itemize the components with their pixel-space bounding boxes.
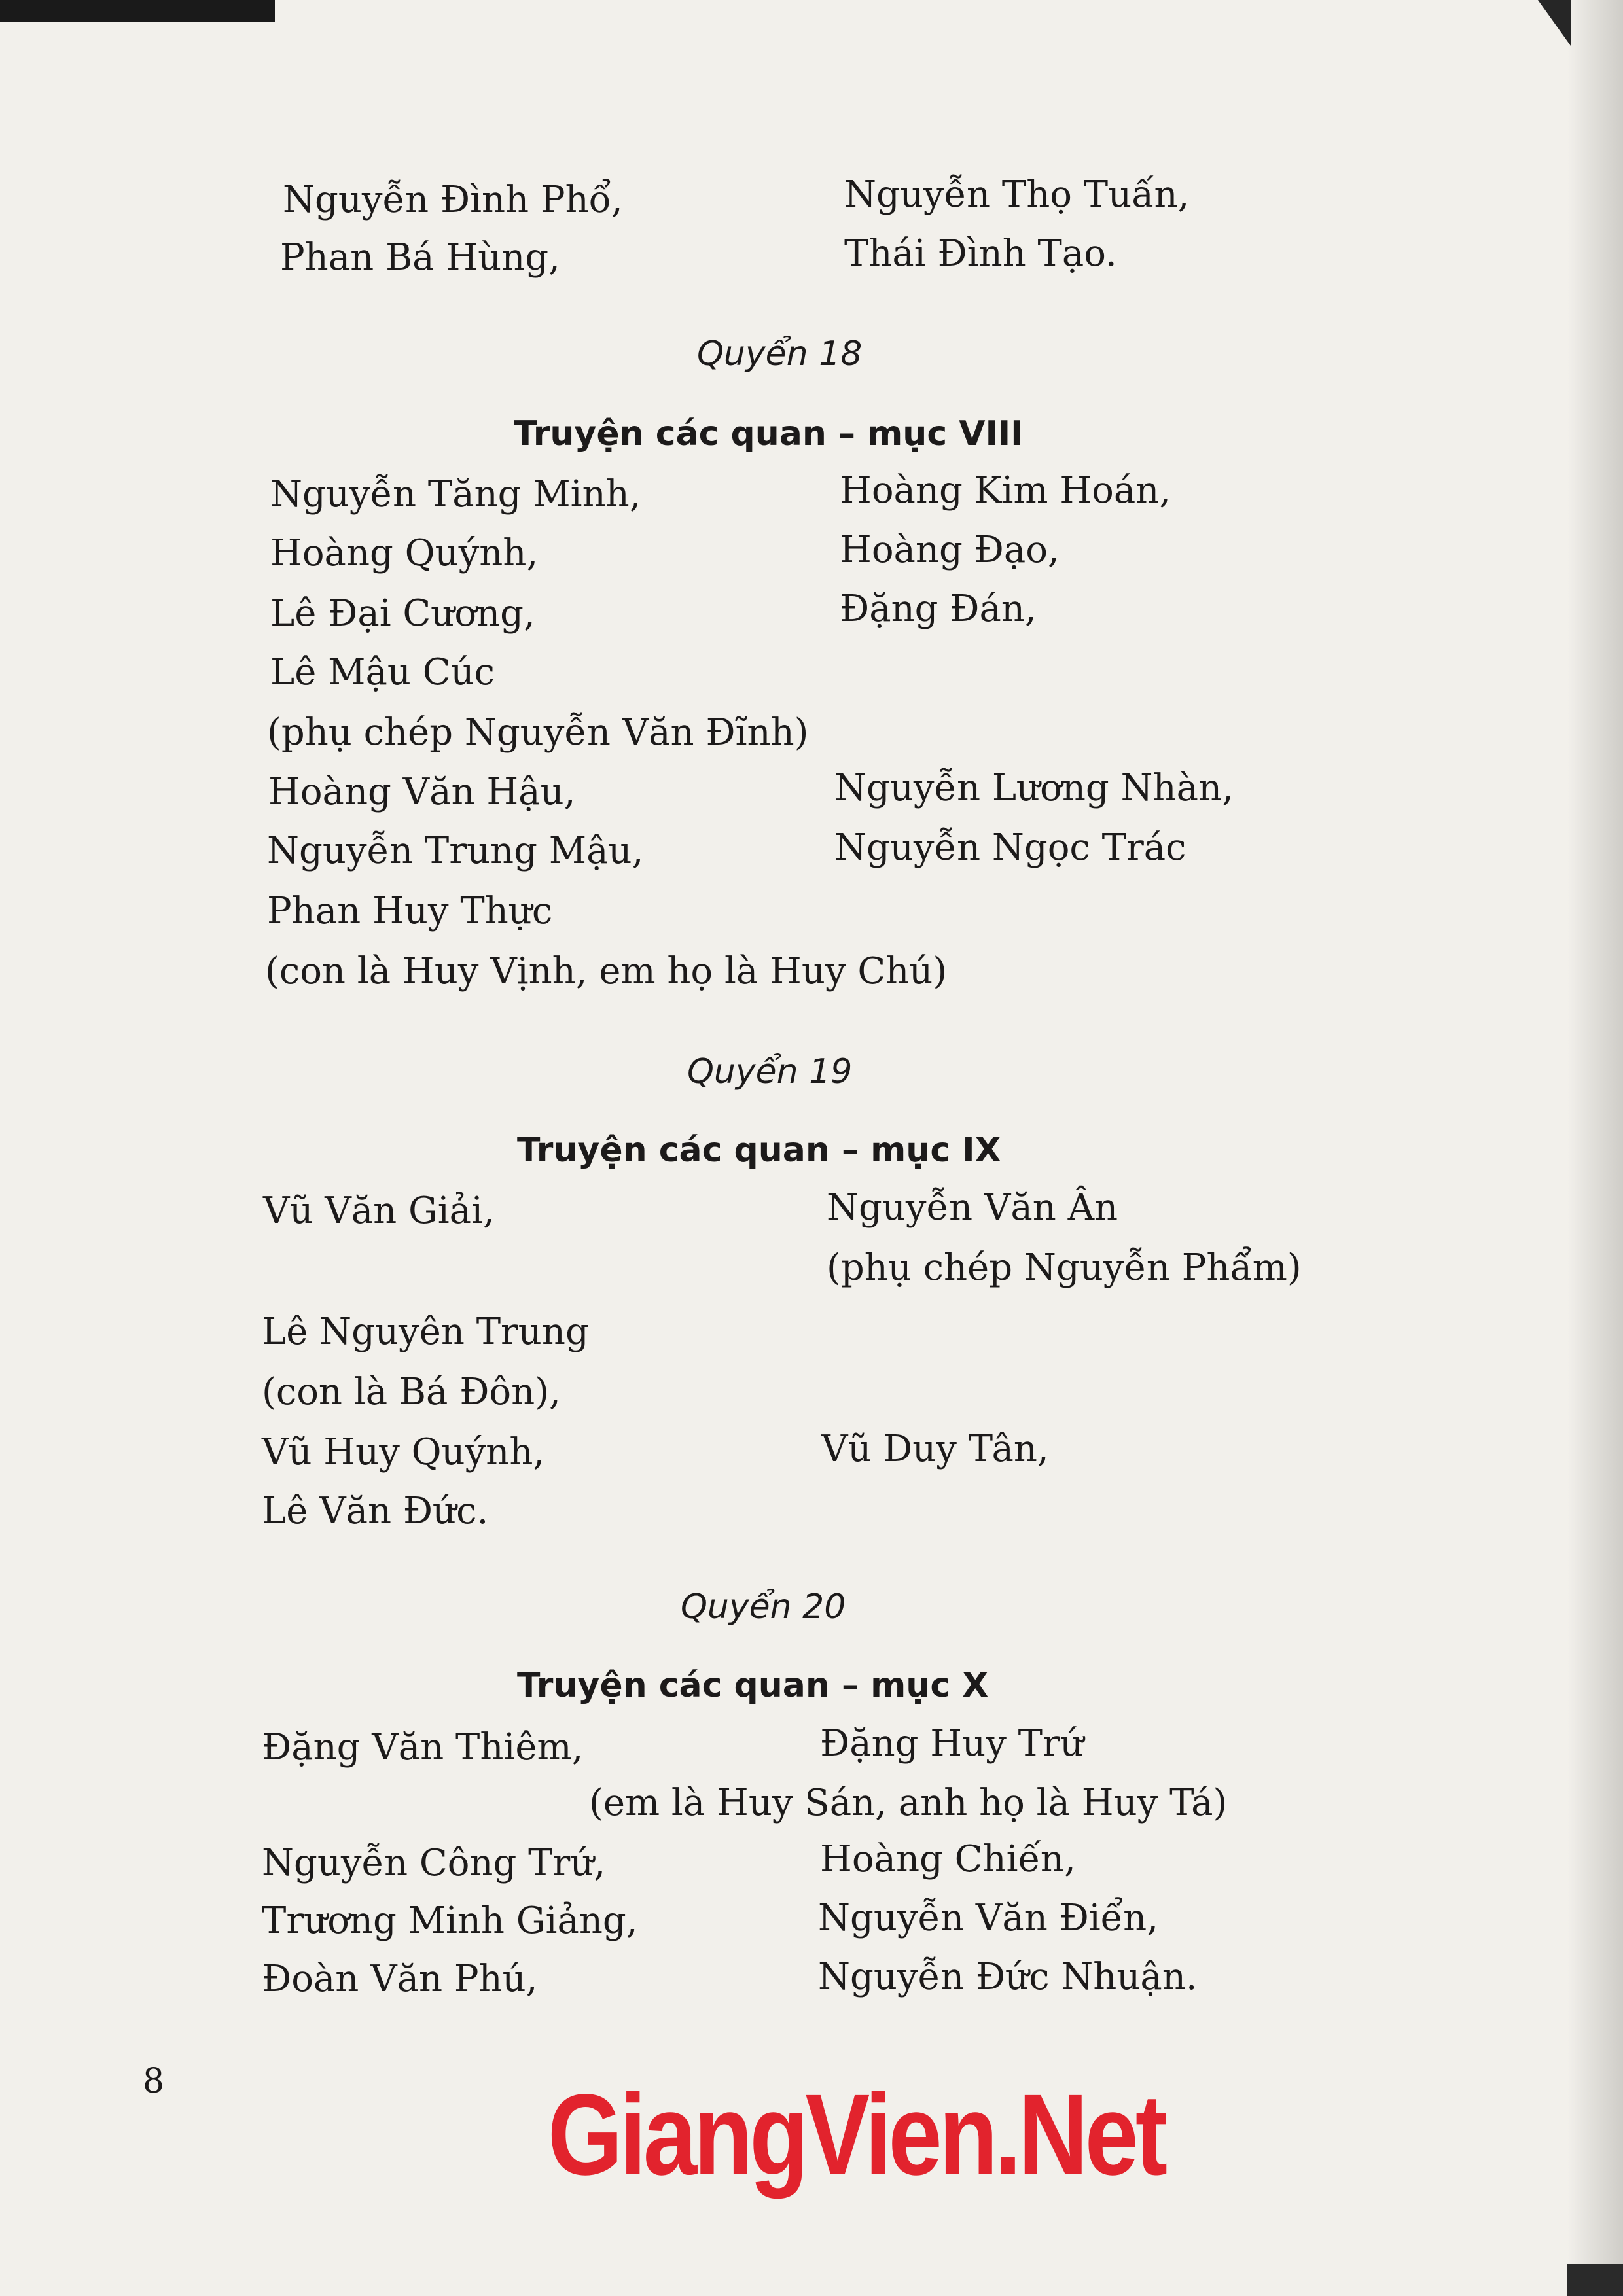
volume-heading: Quyển 19 — [687, 1052, 853, 1091]
page-number: 8 — [143, 2062, 165, 2101]
entry-name: Hoàng Văn Hậu, — [268, 771, 576, 813]
entry-name: Phan Bá Hùng, — [280, 236, 560, 279]
section-title: Truyện các quan – mục X — [517, 1666, 989, 1705]
entry-name: Lê Đại Cương, — [270, 592, 535, 635]
entry-name: Nguyễn Văn Điển, — [818, 1897, 1158, 1939]
entry-name: Nguyễn Tăng Minh, — [270, 473, 641, 516]
entry-name: Nguyễn Lương Nhàn, — [834, 767, 1234, 809]
entry-name: Vũ Duy Tân, — [821, 1428, 1049, 1470]
entry-name: Nguyễn Trung Mậu, — [267, 830, 644, 872]
section-title: Truyện các quan – mục VIII — [514, 414, 1024, 453]
volume-heading: Quyển 20 — [681, 1587, 846, 1627]
entry-name: Nguyễn Công Trứ, — [262, 1842, 606, 1884]
page-fold-shadow — [1567, 0, 1623, 2296]
section-title: Truyện các quan – mục IX — [517, 1131, 1001, 1170]
entry-name: Hoàng Chiến, — [820, 1838, 1076, 1881]
entry-name: Trương Minh Giảng, — [262, 1899, 638, 1942]
entry-note: (con là Huy Vịnh, em họ là Huy Chú) — [265, 950, 948, 993]
watermark-logo: GiangVien.Net — [547, 2071, 1165, 2199]
entry-name: Vũ Huy Quýnh, — [262, 1431, 545, 1474]
scan-corner-mark — [1538, 0, 1571, 46]
entry-name: Phan Huy Thực — [267, 890, 553, 932]
entry-name: Đặng Văn Thiêm, — [262, 1726, 584, 1769]
entry-name: Đặng Đán, — [840, 588, 1037, 630]
entry-name: Lê Văn Đức. — [262, 1490, 489, 1532]
entry-name: Nguyễn Đức Nhuận. — [818, 1956, 1198, 1998]
entry-name: Đoàn Văn Phú, — [262, 1958, 538, 2000]
entry-note: (phụ chép Nguyễn Phẩm) — [827, 1246, 1302, 1289]
entry-name: Lê Mậu Cúc — [270, 651, 495, 694]
entry-name: Nguyễn Thọ Tuấn, — [844, 173, 1190, 216]
entry-name: Lê Nguyên Trung — [262, 1311, 589, 1353]
entry-name: Vũ Văn Giải, — [263, 1190, 495, 1232]
entry-note: (phụ chép Nguyễn Văn Đĩnh) — [267, 711, 809, 754]
volume-heading: Quyển 18 — [697, 334, 863, 374]
entry-name: Nguyễn Văn Ân — [827, 1186, 1118, 1229]
scan-edge-bar — [0, 0, 275, 22]
entry-name: Hoàng Đạo, — [840, 529, 1060, 571]
scan-corner-mark-bottom — [1567, 2264, 1623, 2296]
entry-name: Đặng Huy Trứ — [820, 1722, 1084, 1765]
entry-name: Nguyễn Đình Phổ, — [283, 179, 623, 221]
entry-name: Thái Đình Tạo. — [844, 232, 1117, 275]
entry-name: Nguyễn Ngọc Trác — [834, 826, 1186, 869]
entry-name: Hoàng Kim Hoán, — [840, 469, 1171, 512]
entry-name: Hoàng Quýnh, — [270, 532, 539, 574]
entry-note: (em là Huy Sán, anh họ là Huy Tá) — [589, 1782, 1228, 1824]
entry-note: (con là Bá Đôn), — [262, 1371, 561, 1413]
